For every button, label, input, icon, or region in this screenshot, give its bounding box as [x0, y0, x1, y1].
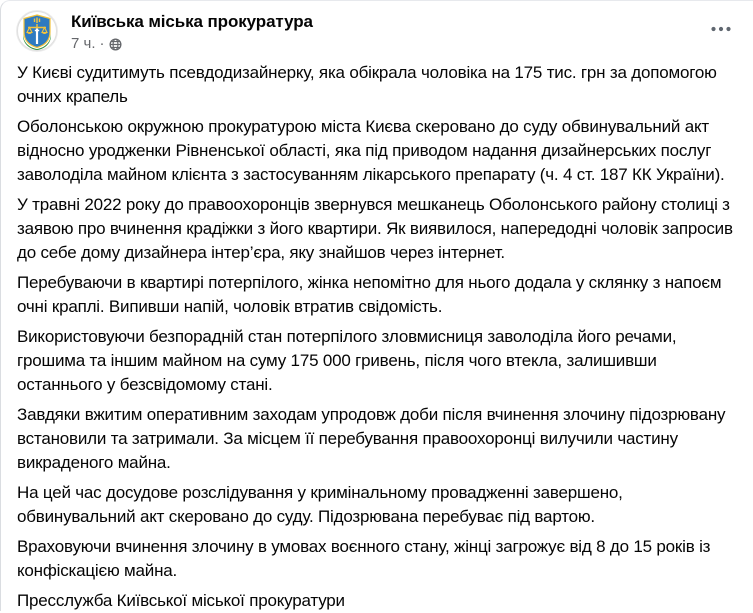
meta-separator: ·	[100, 35, 105, 53]
post-paragraph: Враховуючи вчинення злочину в умовах воєнного стану, жінці загрожує від 8 до 15 років із конфіскацією майна.	[17, 535, 737, 583]
globe-icon	[109, 38, 122, 51]
post-paragraph: Оболонською окружною прокуратурою міста Києва скеровано до суду обвинувальний акт відносно уродженки Рівненської області, яка під приводом надання дизайнерських послуг заволоділа майном клієнта з застосуванням лікарського препарату (ч. 4 ст. 187 КК України).	[17, 115, 737, 187]
post-paragraph: На цей час досудове розслідування у кримінальному провадженні завершено, обвинувальний акт скеровано до суду. Підозрювана перебуває під вартою.	[17, 481, 737, 529]
post-paragraph: У травні 2022 року до правоохоронців звернувся мешканець Оболонського району столиці з заявою про вчинення крадіжки з його квартири. Як виявилося, напередодні чоловік запросив до себе дому дизайнера інтер’єра, яку знайшов через інтернет.	[17, 193, 737, 265]
post-paragraph: Пресслужба Київської міської прокуратури	[17, 589, 737, 613]
more-options-button[interactable]	[705, 13, 737, 45]
post-paragraph: У Києві судитимуть псевдодизайнерку, яка обікрала чоловіка на 175 тис. грн за допомогою очних крапель	[17, 61, 737, 109]
more-options-icon	[710, 26, 732, 32]
post-body	[1, 55, 753, 613]
header-meta	[71, 11, 705, 53]
post-meta-row	[71, 35, 705, 53]
page-name-link[interactable]: Київська міська прокуратура	[71, 11, 705, 32]
prosecutor-emblem-icon	[17, 11, 57, 51]
post-paragraph: Завдяки вжитим оперативним заходам упродовж доби після вчинення злочину підозрювану встановили та затримали. За місцем її перебування правоохоронці вилучили частину викраденого майна.	[17, 403, 737, 475]
post-header	[1, 1, 753, 55]
post-timestamp[interactable]: 7 ч.	[71, 35, 96, 53]
post-paragraph: Використовуючи безпорадній стан потерпілого зловмисниця заволоділа його речами, грошима та іншим майном на суму 175 000 гривень, після чого втекла, залишивши останнього у безсвідомому стані.	[17, 325, 737, 397]
page-avatar[interactable]	[17, 11, 57, 51]
post-paragraph: Перебуваючи в квартирі потерпілого, жінка непомітно для нього додала у склянку з напоєм очні краплі. Випивши напій, чоловік втратив свідомість.	[17, 271, 737, 319]
